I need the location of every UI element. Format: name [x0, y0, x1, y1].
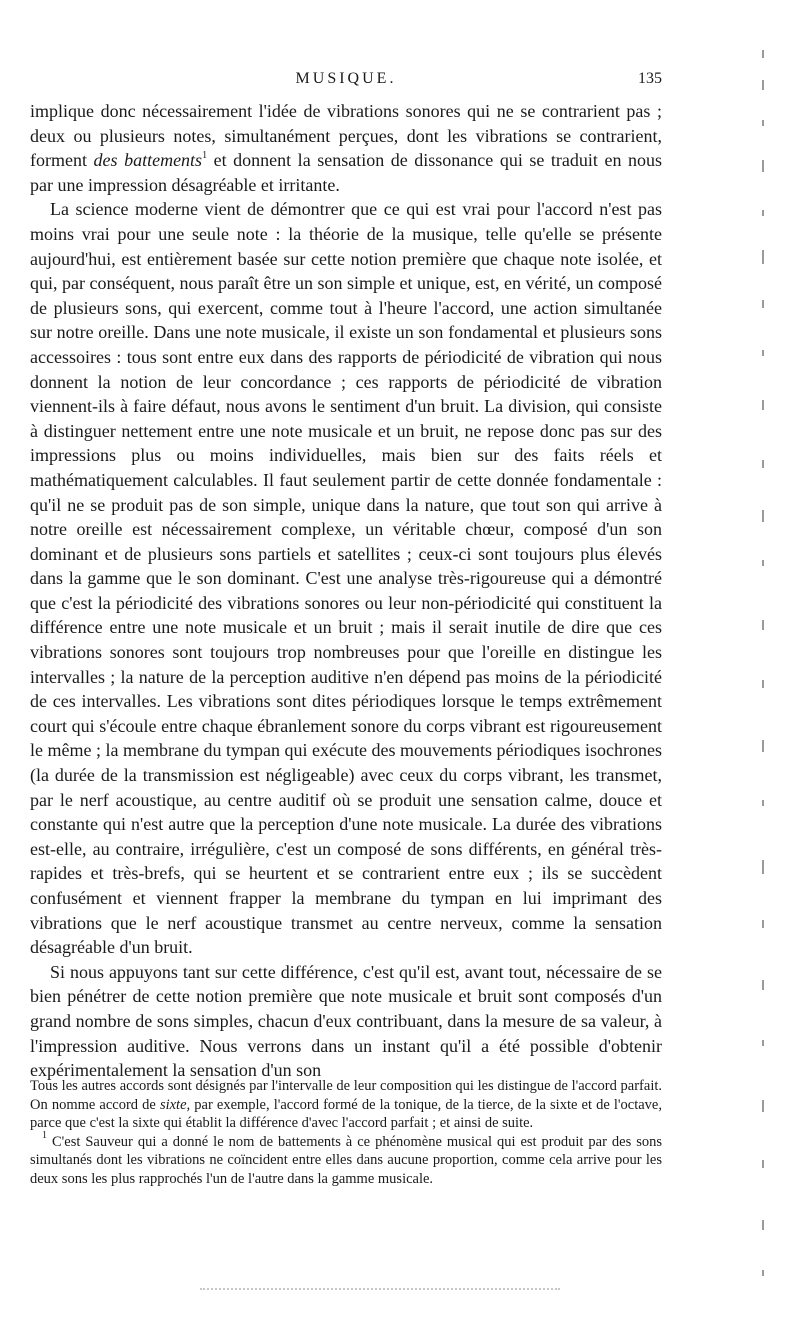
running-title: MUSIQUE.: [295, 70, 397, 87]
page-number: 135: [638, 70, 662, 87]
footnote-ref: 1: [202, 150, 208, 162]
term-battements: des battements: [93, 150, 203, 171]
footnote-continued-lead: Tous les autres accords sont désignés par l'intervalle de leur composition qui les distingue de l'accord parfait. On nomme accord de: [30, 1078, 662, 1113]
footnotes: [30, 1077, 662, 1189]
page-header: [30, 70, 662, 92]
paragraph-3: Si nous appuyons tant sur cette différence, c'est qu'il est, avant tout, nécessaire de se bien pénétrer de cette notion première que note musicale et bruit sont composés d'un grand nombre de sons simples, chacun d'eux contribuant, dans la mesure de sa valeur, à l'impression auditive. Nous verrons dans un instant qu'il a été possible d'obtenir expérimentalement la sensation d'un son: [30, 961, 662, 1081]
main-text: [30, 99, 662, 1083]
footnote-continued-trail: par exemple, l'accord formé de la tonique, de la tierce, de la sixte et de l'octave, parce que c'est la sixte qui établit la différence d'avec l'accord parfait ; et ainsi de suite.: [30, 1096, 662, 1132]
top-margin: [0, 0, 800, 40]
footnote-continued: [30, 1077, 662, 1133]
term-sixte: sixte,: [159, 1096, 191, 1113]
bleed-through-marks: [200, 1288, 560, 1296]
edge-scan-marks: [758, 40, 770, 1300]
footnote-1: [30, 1129, 662, 1189]
footnote-1-text: C'est Sauveur qui a donné le nom de battements à ce phénomène musical qui est produit par des sons simultanés dont les vibrations ne coïncident entre elles dans aucune proportion, comme cela arrive pour les deux sons les plus rapprochés l'un de l'autre dans la gamme musicale.: [30, 1133, 662, 1187]
footnote-marker: 1: [42, 1129, 47, 1141]
paragraph-1-trail: et donnent la sensation de dissonance qui se traduit en nous par une impression désagréable et irritante.: [30, 150, 662, 195]
paragraph-2: La science moderne vient de démontrer que ce qui est vrai pour l'accord n'est pas moins vrai pour une seule note : la théorie de la musique, telle qu'elle se présente aujourd'hui, est entièrement basée sur cette notion première que chaque note isolée, et qui, par conséquent, nous paraît être un son simple et unique, est, en vérité, un composé de plusieurs sons, qui exercent, comme tout à l'heure l'accord, une action simultanée sur notre oreille. Dans une note musicale, il existe un son fondamental et plusieurs sons accessoires : tous sont entre eux dans des rapports de périodicité de vibration qui nous donnent la notion de leur concordance ; ces rapports de périodicité de vibration viennent-ils à faire défaut, nous avons le sentiment d'un bruit. La division, qui consiste à distinguer nettement entre une note musicale et un bruit, ne repose donc pas sur des impressions plus ou moins individuelles, mais bien sur des faits réels et mathématiquement calculables. Il faut seulement partir de cette donnée fondamentale : qu'il ne se produit pas de son simple, unique dans la nature, que tout son qui arrive à notre oreille est nécessairement complexe, un véritable chœur, composé d'un son dominant et de plusieurs sons partiels et satellites ; ceux-ci sont toujours plus élevés dans la gamme que le son dominant. C'est une analyse très-rigoureuse qui a démontré que c'est la périodicité des vibrations sonores ou leur non-périodicité qui constituent la différence entre une note musicale et un bruit ; mais il serait inutile de dire que ces vibrations sonores sont toujours trop nombreuses pour que l'oreille en distingue les intervalles ; la nature de la perception auditive n'en dépend pas moins de la périodicité de ces intervalles. Les vibrations sont dites périodiques lorsque le temps extrêmement court qui s'écoule entre chaque ébranlement sonore du corps vibrant est rigoureusement le même ; la membrane du tympan qui exécute des mouvements périodiques isochrones (la durée de la transmission est négligeable) avec ceux du corps vibrant, les transmet, par le nerf acoustique, au centre auditif où se produit une sensation calme, douce et constante qui n'est autre que la perception d'une note musicale. La durée des vibrations est-elle, au contraire, irrégulière, c'est un composé de sons différents, en général très-rapides et très-brefs, qui se heurtent et se contrarient entre eux ; ils se succèdent confusément et viennent frapper la membrane du tympan en lui imprimant des vibrations que le nerf acoustique transmet au centre nerveux, comme la sensation désagréable d'un bruit.: [30, 199, 662, 958]
paragraph-1-lead: implique donc nécessairement l'idée de vibrations sonores qui ne se contrarient pas ; deux ou plusieurs notes, simultanément perçues, dont les vibrations se contrarient, forment: [30, 101, 662, 171]
paragraph-1: [30, 99, 662, 197]
